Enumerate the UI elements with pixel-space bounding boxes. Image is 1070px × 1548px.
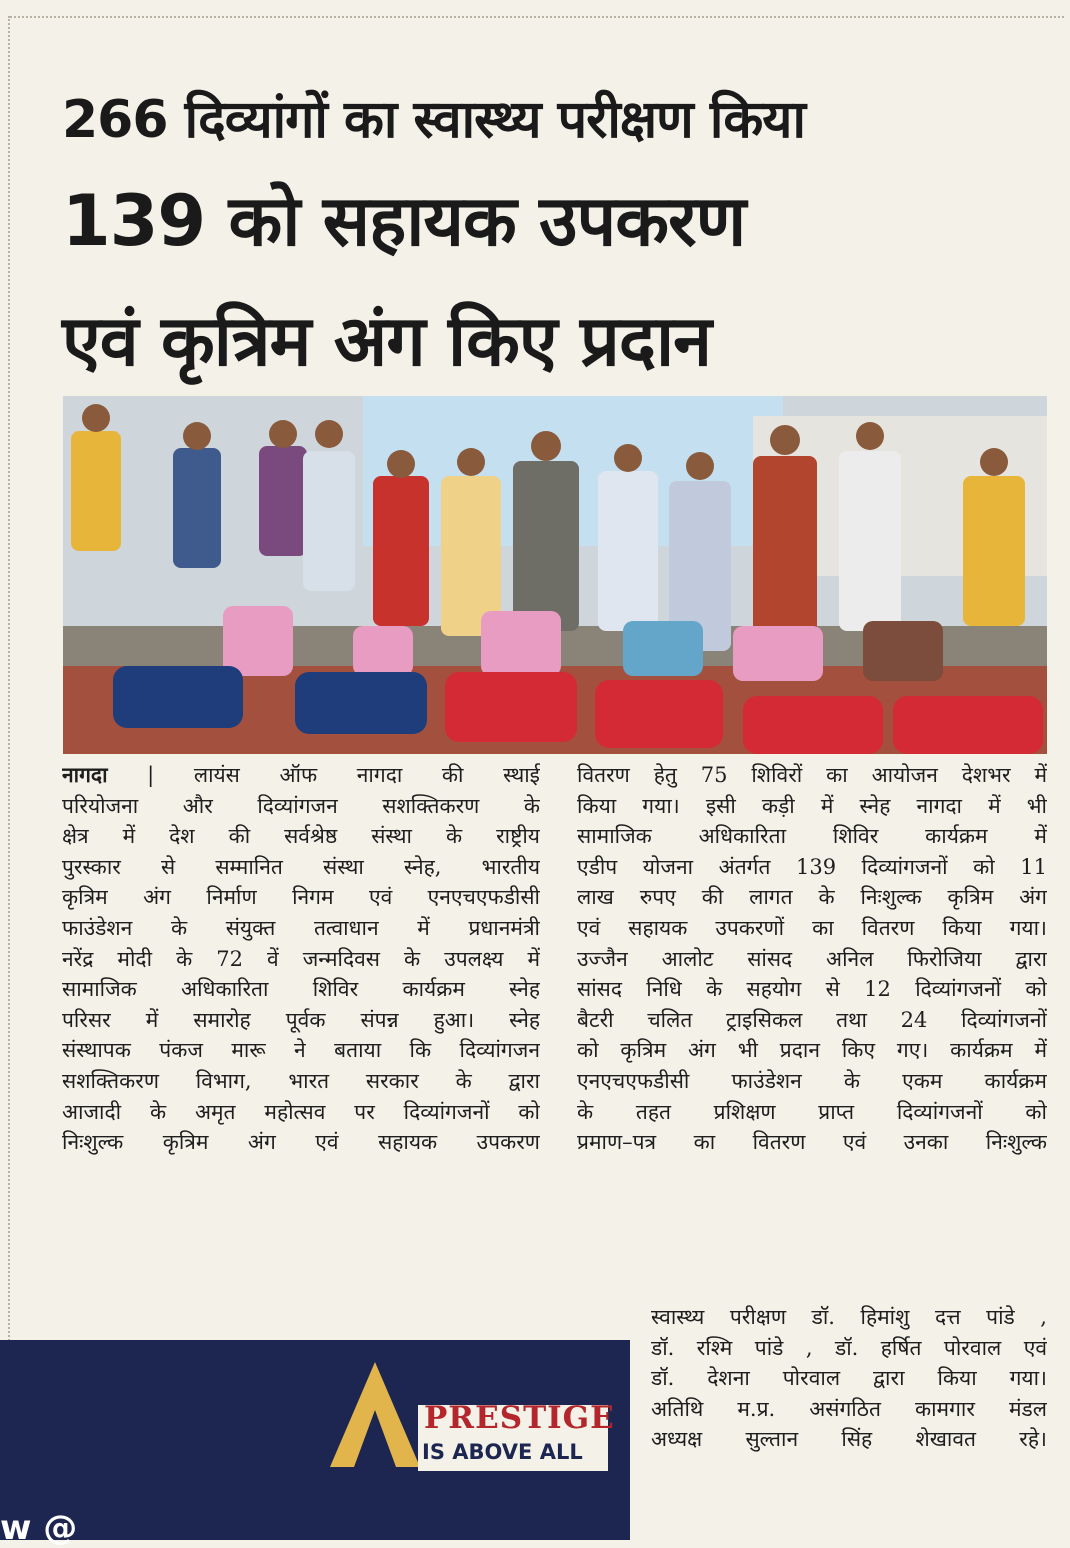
top-border (10, 16, 1064, 18)
article-line: संस्थापक पंकज मारू ने बताया कि दिव्यांगजन (62, 1038, 540, 1063)
article-line: निःशुल्क कृत्रिम अंग एवं सहायक उपकरण (62, 1130, 540, 1155)
article-line: बैटरी चलित ट्राइसिकल तथा 24 दिव्यांगजनों (577, 1007, 1047, 1032)
ad-tagline: IS ABOVE ALL (422, 1440, 583, 1464)
article-line: कृत्रिम अंग निर्माण निगम एवं एनएचएफडीसी (62, 885, 540, 910)
article-line: फाउंडेशन के संयुक्त तत्वाधान में प्रधानमंत्री (62, 915, 540, 940)
event-photo (63, 396, 1047, 754)
article-line: लाख रुपए की लागत के निःशुल्क कृत्रिम अंग (577, 885, 1047, 910)
article-text: लायंस ऑफ नागदा की स्थाई (193, 763, 540, 787)
article-line: उज्जैन आलोट सांसद अनिल फिरोजिया द्वारा (577, 946, 1047, 971)
article-line: डॉ. देशना पोरवाल द्वारा किया गया। (651, 1366, 1047, 1391)
article-line: स्वास्थ्य परीक्षण डॉ. हिमांशु दत्त पांडे , (651, 1305, 1047, 1329)
headline-line-2: 139 को सहायक उपकरण (62, 180, 746, 262)
article-line: आजादी के अमृत महोत्सव पर दिव्यांगजनों को (62, 1099, 540, 1124)
article-line: सशक्तिकरण विभाग, भारत सरकार के द्वारा (62, 1068, 540, 1093)
headline-line-1: 266 दिव्यांगों का स्वास्थ्य परीक्षण किया (62, 90, 805, 150)
event-photo-illustration (63, 396, 1047, 754)
article-line: नागदा | लायंस ऑफ नागदा की स्थाई (62, 762, 540, 787)
article-line: डॉ. रश्मि पांडे , डॉ. हर्षित पोरवाल एवं (651, 1335, 1047, 1360)
article-line: सामाजिक अधिकारिता शिविर कार्यक्रम में (577, 824, 1047, 849)
left-border (8, 16, 10, 1540)
ad-brand: PRESTIGE (424, 1400, 615, 1436)
article-line: सांसद निधि के सहयोग से 12 दिव्यांगजनों को (577, 977, 1047, 1002)
article-line: प्रमाण–पत्र का वितरण एवं उनका निःशुल्क (577, 1130, 1047, 1155)
article-line: परिसर में समारोह पूर्वक संपन्न हुआ। स्नेह (62, 1007, 540, 1032)
article-line: परियोजना और दिव्यांगजन सशक्तिकरण के (62, 793, 540, 818)
article-line: पुरस्कार से सम्मानित संस्था स्नेह, भारतीय (62, 854, 540, 879)
article-line: अध्यक्ष सुल्तान सिंह शेखावत रहे। (651, 1427, 1047, 1452)
dateline: नागदा (62, 762, 108, 787)
article-line: एनएचएफडीसी फाउंडेशन के एकम कार्यक्रम (577, 1068, 1047, 1093)
article-line: के तहत प्रशिक्षण प्राप्त दिव्यांगजनों को (577, 1099, 1047, 1124)
article-line: क्षेत्र में देश की सर्वश्रेष्ठ संस्था के राष्ट्रीय (62, 824, 540, 849)
article-line: नरेंद्र मोदी के 72 वें जन्मदिवस के उपलक्ष्य में (62, 946, 540, 971)
article-line: एवं सहायक उपकरणों का वितरण किया गया। (577, 915, 1047, 940)
article-column-2 (577, 760, 1047, 1158)
article-line: सामाजिक अधिकारिता शिविर कार्यक्रम स्नेह (62, 977, 540, 1002)
article-line: एडीप योजना अंतर्गत 139 दिव्यांगजनों को 11 (577, 854, 1047, 879)
article-line: को कृत्रिम अंग भी प्रदान किए गए। कार्यक्रम में (577, 1038, 1047, 1063)
prestige-logo-icon (330, 1362, 420, 1467)
article-column-1 (62, 760, 540, 1158)
article-column-3 (651, 1302, 1047, 1455)
article-line: अतिथि म.प्र. असंगठित कामगार मंडल (651, 1396, 1047, 1421)
article-line: वितरण हेतु 75 शिविरों का आयोजन देशभर में (577, 763, 1047, 787)
ad-corner-text: w @ (0, 1508, 78, 1548)
headline-line-3: एवं कृत्रिम अंग किए प्रदान (62, 300, 711, 382)
article-line: किया गया। इसी कड़ी में स्नेह नागदा में भी (577, 793, 1047, 818)
